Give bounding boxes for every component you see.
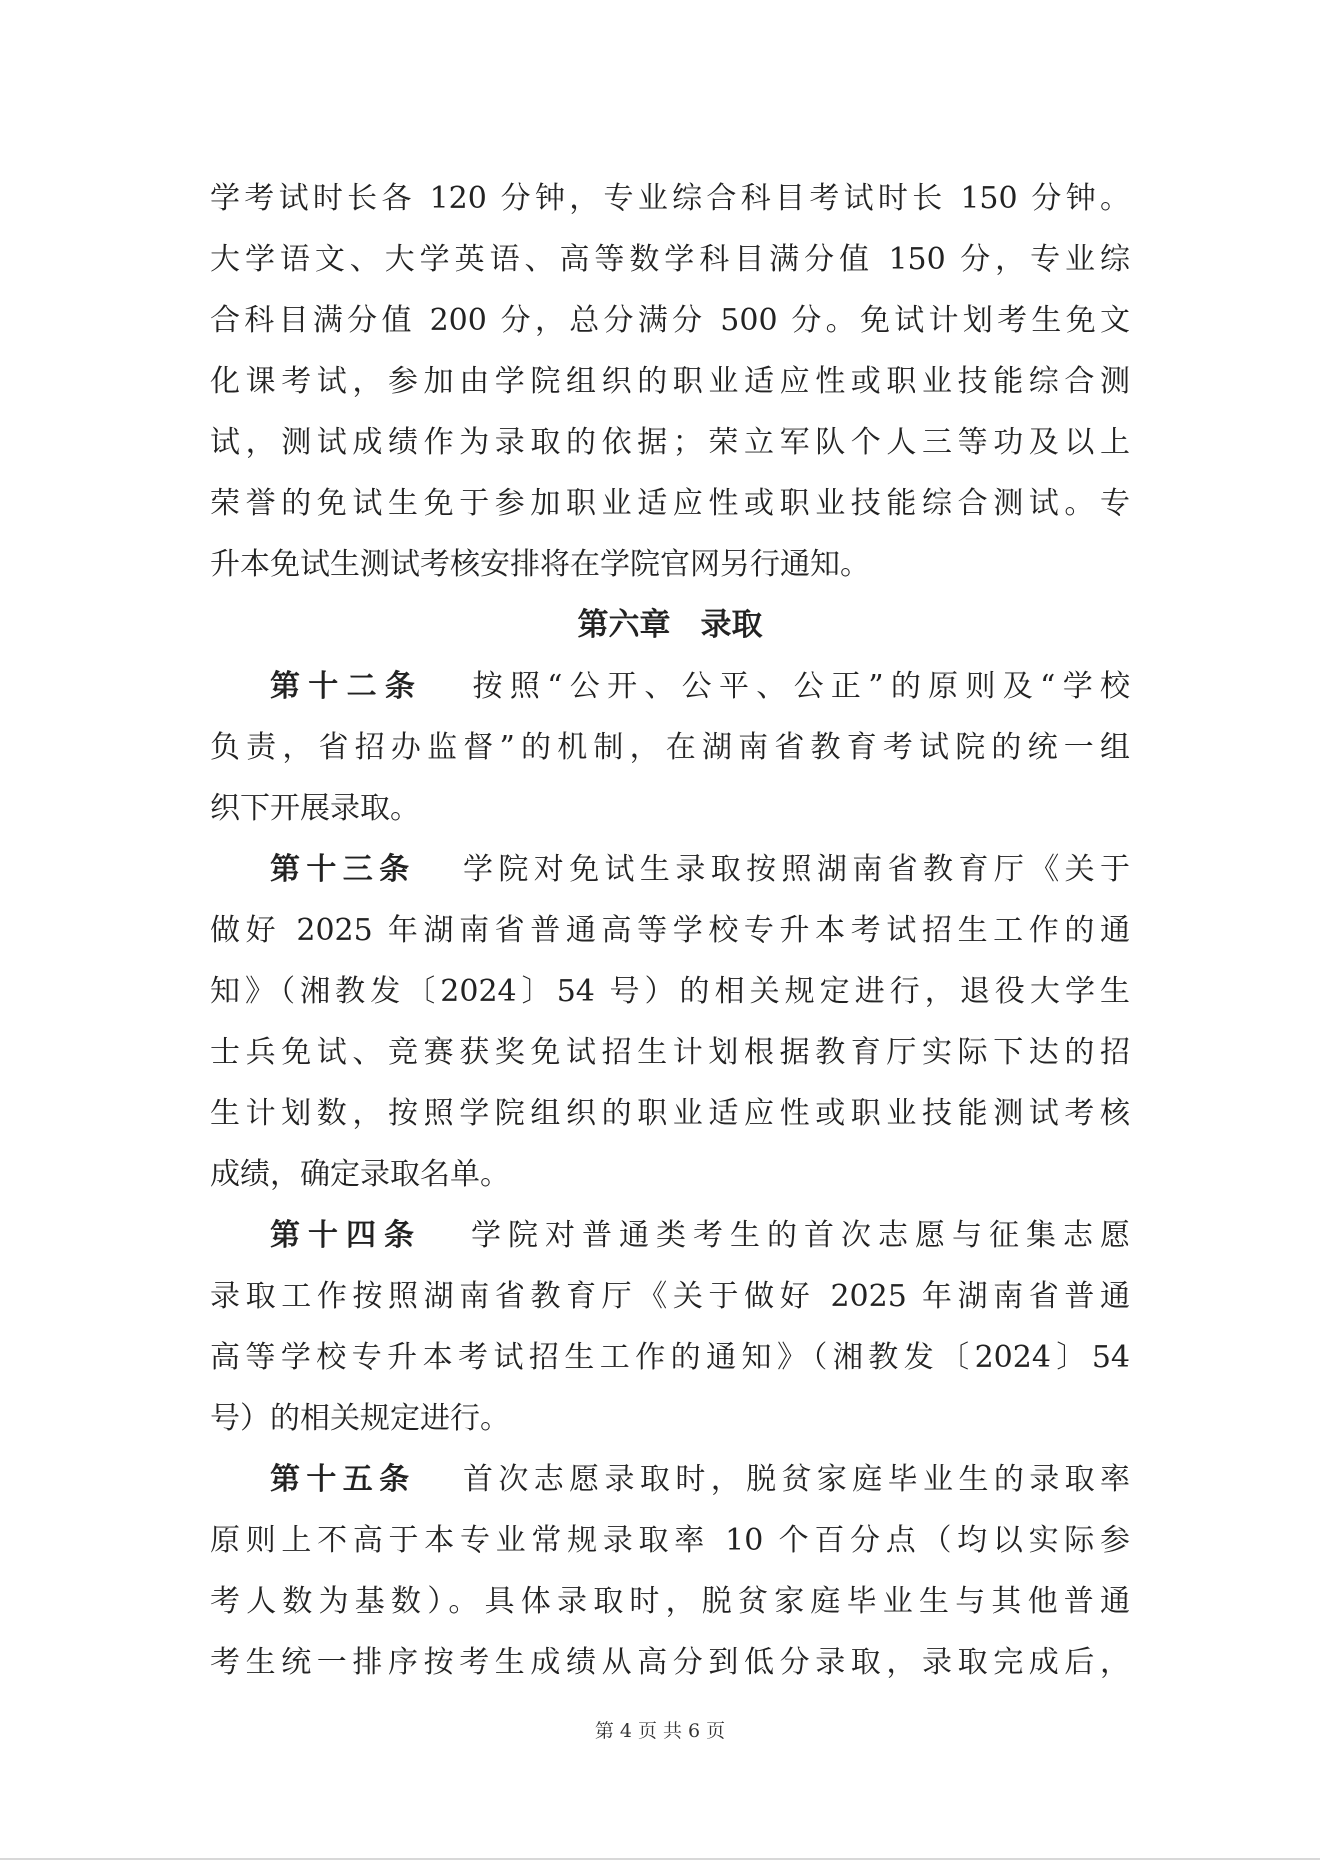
article-text: 学院对普通类考生的首次志愿与征集志愿 — [464, 1218, 1130, 1253]
article-text: 首次志愿录取时，脱贫家庭毕业生的录取率 — [457, 1462, 1131, 1497]
text-line: 做好 2025 年湖南省普通高等学校专升本考试招生工作的通 — [210, 913, 1130, 948]
scan-bottom-edge — [0, 1858, 1320, 1860]
text-line: 荣誉的免试生免于参加职业适应性或职业技能综合测试。专 — [210, 486, 1130, 521]
chapter-heading — [210, 595, 1130, 656]
text-line — [210, 839, 1130, 900]
text-line: 升本免试生测试考核安排将在学院官网另行通知。 — [210, 547, 870, 582]
page-number-footer: 第 4 页 共 6 页 — [594, 1720, 726, 1742]
text-line: 织下开展录取。 — [210, 791, 420, 826]
text-line: 大学语文、大学英语、高等数学科目满分值 150 分，专业综 — [210, 242, 1130, 277]
text-line: 合科目满分值 200 分，总分满分 500 分。免试计划考生免文 — [210, 303, 1130, 338]
text-line: 士兵免试、竞赛获奖免试招生计划根据教育厅实际下达的招 — [210, 1035, 1130, 1070]
text-line: 考生统一排序按考生成绩从高分到低分录取，录取完成后， — [210, 1645, 1130, 1680]
chapter-number: 第六章 — [577, 607, 671, 643]
article-title: 第十三条 — [270, 852, 416, 887]
text-line — [210, 656, 1130, 717]
text-line: 化课考试，参加由学院组织的职业适应性或职业技能综合测 — [210, 364, 1130, 399]
article-13 — [210, 839, 1130, 1205]
body-text — [210, 168, 1130, 1693]
article-15 — [210, 1449, 1130, 1693]
text-line: 负责，省招办监督”的机制，在湖南省教育考试院的统一组 — [210, 730, 1130, 765]
text-line: 试，测试成绩作为录取的依据；荣立军队个人三等功及以上 — [210, 425, 1130, 460]
text-line: 考人数为基数）。具体录取时，脱贫家庭毕业生与其他普通 — [210, 1584, 1130, 1619]
text-line: 录取工作按照湖南省教育厅《关于做好 2025 年湖南省普通 — [210, 1279, 1130, 1314]
article-text: 学院对免试生录取按照湖南省教育厅《关于 — [457, 852, 1131, 887]
article-title: 第十四条 — [270, 1218, 422, 1253]
chapter-title: 录取 — [700, 607, 763, 643]
text-line: 号）的相关规定进行。 — [210, 1401, 510, 1436]
text-line — [210, 1449, 1130, 1510]
paragraph-continued — [210, 168, 1130, 595]
article-title: 第十二条 — [270, 669, 424, 704]
article-title: 第十五条 — [270, 1462, 416, 1497]
text-line: 高等学校专升本考试招生工作的通知》（湘教发〔2024〕54 — [210, 1340, 1130, 1375]
text-line: 学考试时长各 120 分钟，专业综合科目考试时长 150 分钟。 — [210, 181, 1130, 216]
article-text: 按照“公开、公平、公正”的原则及“学校 — [465, 669, 1130, 704]
text-line: 知》（湘教发〔2024〕54 号）的相关规定进行，退役大学生 — [210, 974, 1130, 1009]
text-line: 成绩，确定录取名单。 — [210, 1157, 510, 1192]
article-14 — [210, 1205, 1130, 1449]
text-line — [210, 1205, 1130, 1266]
text-line: 生计划数，按照学院组织的职业适应性或职业技能测试考核 — [210, 1096, 1130, 1131]
text-line: 原则上不高于本专业常规录取率 10 个百分点（均以实际参 — [210, 1523, 1130, 1558]
article-12 — [210, 656, 1130, 839]
